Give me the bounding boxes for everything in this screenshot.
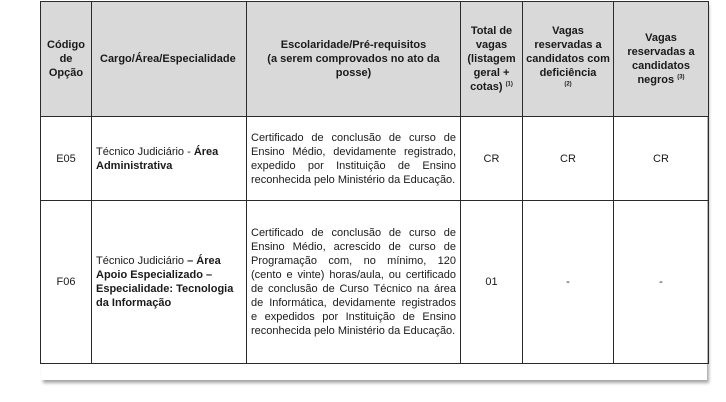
cell-vagas-negros: - [614,201,709,364]
cell-requisitos: Certificado de conclusão de curso de Ensino Médio, acrescido de curso de Programação com, no mínimo, 120 (cento e vinte) horas/aula, ou certificado de conclusão de Curso Técnico na área de Informática, devidamente registrados e expedidos por Instituição de Ensino reconhecida pelo Ministério da Educação. [247,201,461,364]
cell-vagas-deficiencia: CR [523,117,614,201]
header-vagas-deficiencia [523,2,614,117]
header-total-vagas [461,2,523,117]
header-vagas-deficiencia-label: Vagas reservadas a candidatos com deficiência [526,25,610,79]
cell-cargo [92,201,247,364]
header-total-vagas-label: Total de vagas (listagem geral + cotas) [467,25,516,93]
table-row [41,201,709,364]
header-codigo: Código de Opção [41,2,92,117]
cell-vagas-negros: CR [614,117,709,201]
cargo-prefix: Técnico Judiciário [96,255,188,267]
cell-requisitos: Certificado de conclusão de curso de Ensino Médio, devidamente registrado, expedido por Instituição de Ensino reconhecida pelo Ministério da Educação. [247,117,461,201]
header-cargo: Cargo/Área/Especialidade [92,2,247,117]
vagas-table [40,1,709,364]
cargo-prefix: Técnico Judiciário - [96,145,194,158]
header-escolaridade-subtitle: (a serem comprovados no ato da posse) [267,53,440,79]
footnote-marker-1: (1) [505,81,513,88]
footnote-marker-2: (2) [564,81,572,88]
cell-codigo: E05 [41,117,92,201]
cell-cargo [92,117,247,201]
cell-codigo: F06 [41,201,92,364]
cell-total-vagas: 01 [461,201,523,364]
header-vagas-negros [614,2,709,117]
header-escolaridade [247,2,461,117]
table-header-row [41,2,709,117]
header-escolaridade-title: Escolaridade/Pré-requisitos [280,39,427,51]
header-vagas-negros-label: Vagas reservadas a candidatos negros [627,32,695,86]
cell-vagas-deficiencia: - [523,201,614,364]
cargo-area: Área Administrativa [96,145,219,172]
footnote-marker-3: (3) [677,74,685,81]
cargo-area: – Área Apoio Especializado – Especialidade: Tecnologia da Informação [96,255,234,309]
cell-total-vagas: CR [461,117,523,201]
table-row [41,117,709,201]
